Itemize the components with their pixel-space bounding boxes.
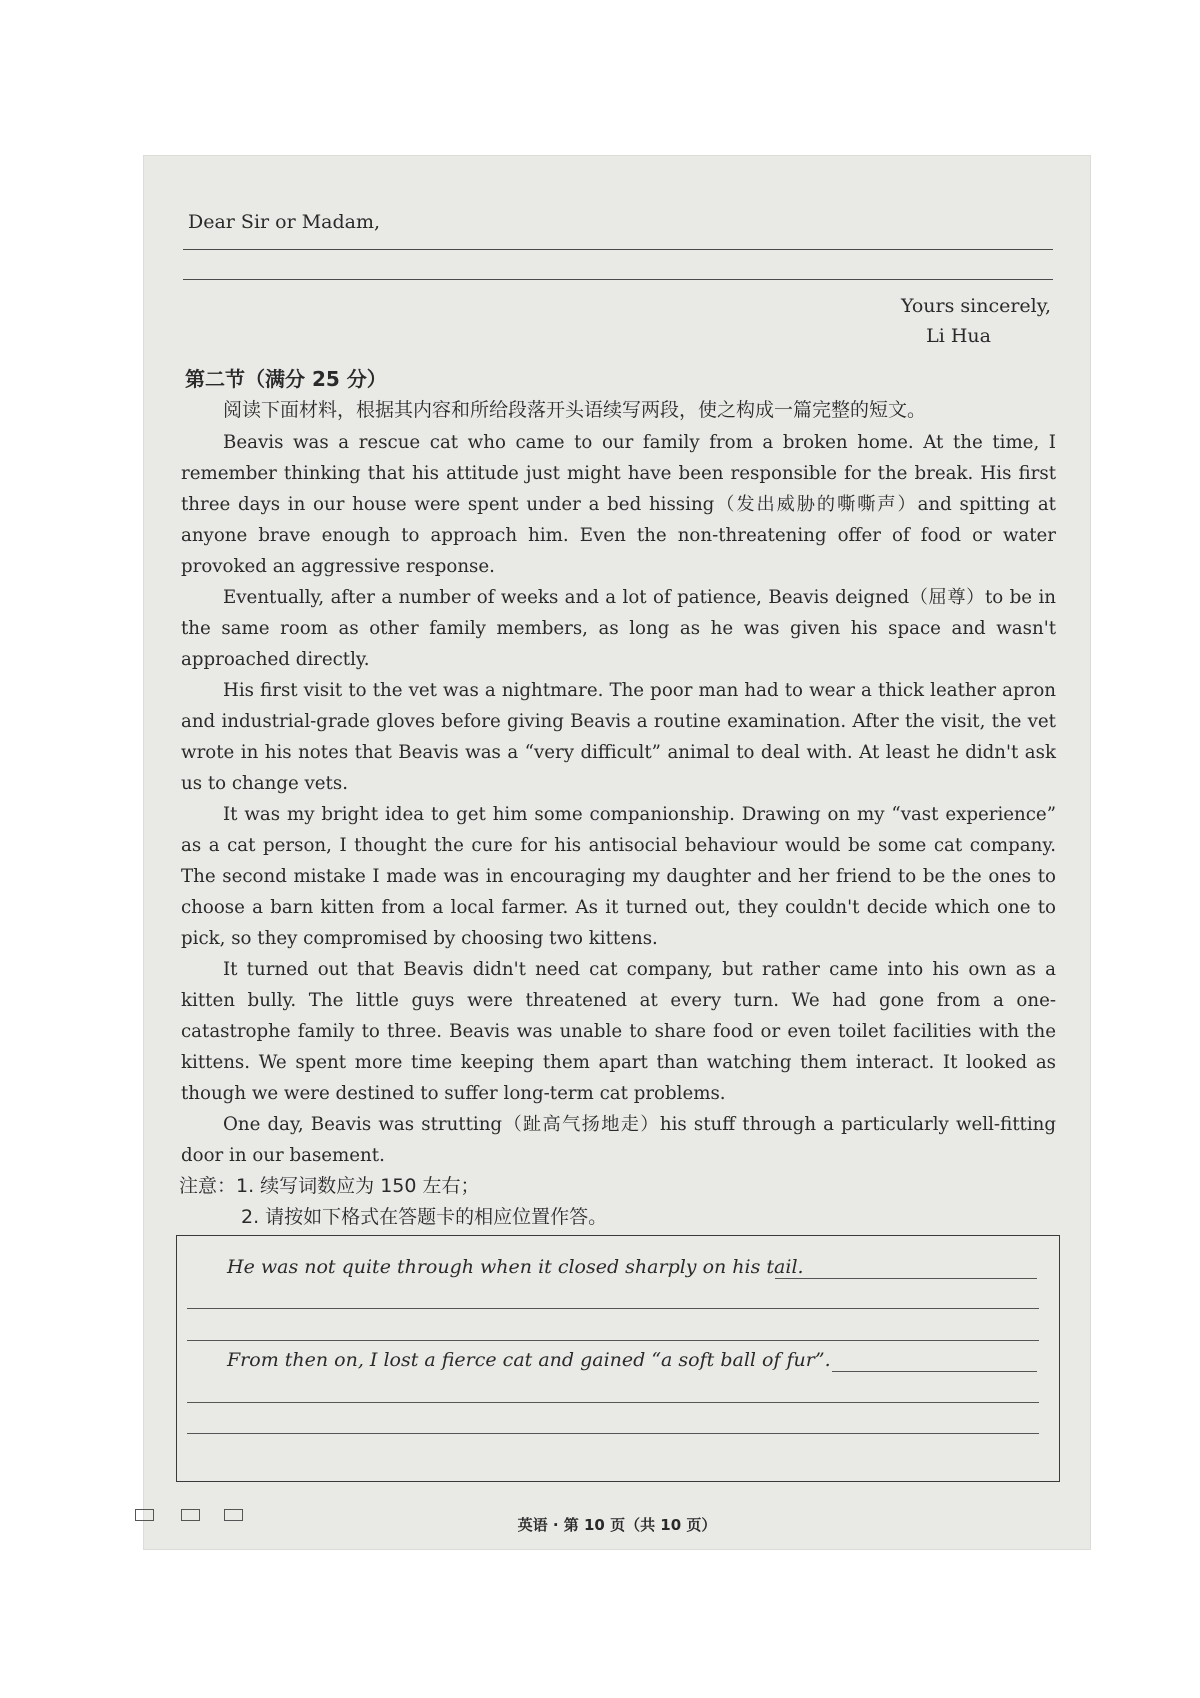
story-paragraph-5: It turned out that Beavis didn't need cat company, but rather came into his own as a kitten bully. The little guys were threatened at every turn. We had gone from a one-catastrophe family to three. Beavis was unable to share food or even toilet facilities with the kittens. We spent more time keeping them apart than watching them interact. It looked as though we were destined to suffer long-term cat problems. [181,959,1056,1104]
answer-line[interactable] [187,1402,1039,1403]
section-heading: 第二节（满分 25 分） [185,367,387,391]
notes-label: 注意： [179,1175,237,1197]
story-paragraph-4: It was my bright idea to get him some companionship. Drawing on my “vast experience” as a cat person, I thought the cure for his antisocial behaviour would be some cat company. The second mistake I made was in encouraging my daughter and her friend to be the ones to choose a barn kitten from a local farmer. As it turned out, they couldn't decide which one to pick, so they compromised by choosing two kittens. [181,804,1056,949]
section-instruction: 阅读下面材料，根据其内容和所给段落开头语续写两段，使之构成一篇完整的短文。 [223,399,927,421]
notes-item-2: 2. 请按如下格式在答题卡的相应位置作答。 [241,1206,608,1228]
exam-page [143,155,1091,1550]
story-paragraph-1: Beavis was a rescue cat who came to our family from a broken home. At the time, I remember thinking that his attitude just might have been responsible for the break. His first three days in our house were spent under a bed hissing（发出威胁的嘶嘶声）and spitting at anyone brave enough to approach him. Even the non-threatening offer of food or water provoked an aggressive response. [181,432,1056,577]
answer-box [176,1235,1060,1482]
answer-line[interactable] [775,1278,1037,1279]
story-paragraph-6: One day, Beavis was strutting（趾高气扬地走）his stuff through a particularly well-fitting door in our basement. [181,1114,1056,1166]
notes [179,1171,480,1202]
story-paragraph-2: Eventually, after a number of weeks and a lot of patience, Beavis deigned（屈尊）to be in the same room as other family members, as long as he was given his space and wasn't approached directly. [181,587,1056,670]
answer-line[interactable] [187,1340,1039,1341]
answer-line[interactable] [187,1433,1039,1434]
answer-line[interactable] [832,1371,1037,1372]
letter-greeting: Dear Sir or Madam, [188,211,381,233]
answer-line[interactable] [187,1308,1039,1309]
continuation-prompt-1: He was not quite through when it closed sharply on his tail. [227,1256,804,1278]
page-footer: 英语 · 第 10 页（共 10 页） [517,1516,717,1534]
writing-line [183,279,1053,280]
letter-closing: Yours sincerely, [900,295,1051,317]
writing-line [183,249,1053,250]
letter-signature: Li Hua [926,325,991,347]
notes-item-1: 1. 续写词数应为 150 左右； [236,1175,480,1197]
story-paragraph-3: His first visit to the vet was a nightmare. The poor man had to wear a thick leather apron and industrial-grade gloves before giving Beavis a routine examination. After the visit, the vet wrote in his notes that Beavis was a “very difficult” animal to deal with. At least he didn't ask us to change vets. [181,680,1056,794]
continuation-prompt-2: From then on, I lost a fierce cat and gained “a soft ball of fur”. [227,1349,831,1371]
